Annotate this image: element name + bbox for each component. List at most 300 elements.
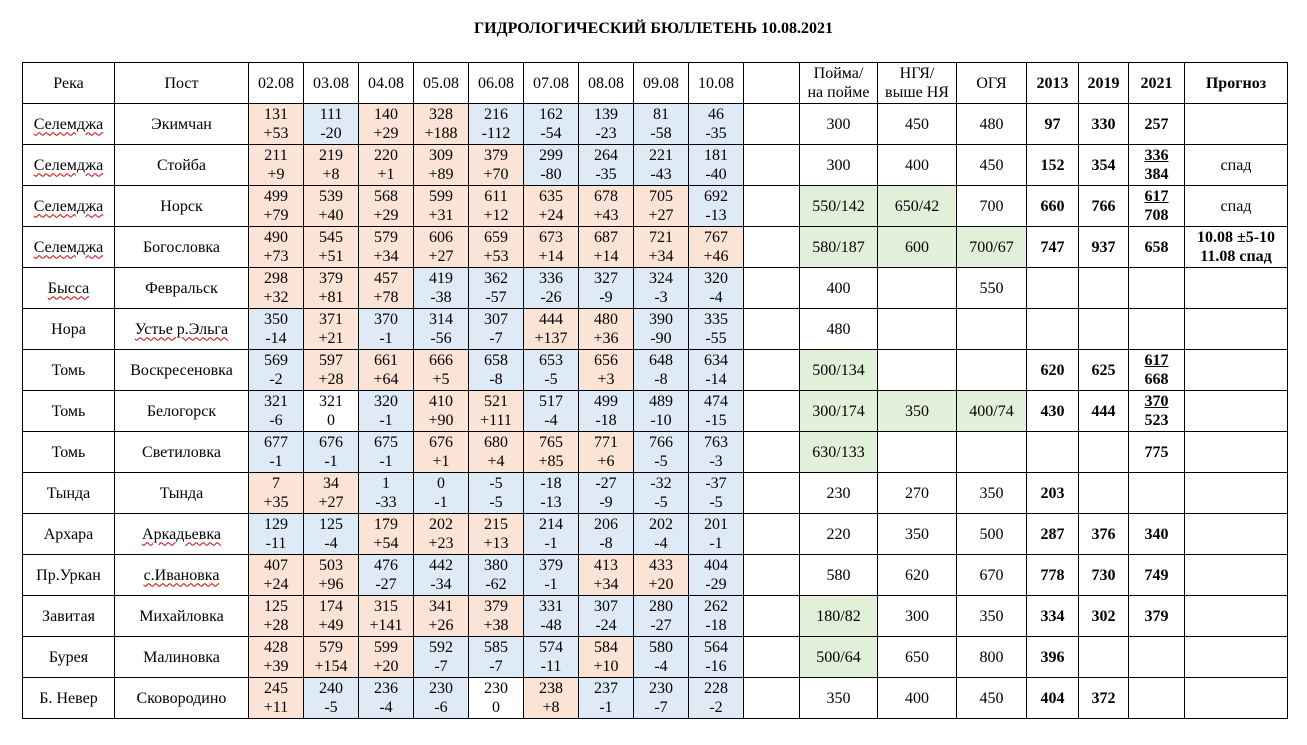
ngy-cell: 600 bbox=[878, 227, 957, 268]
level-cell bbox=[469, 596, 524, 637]
level-cell bbox=[359, 309, 414, 350]
level-change: -7 bbox=[489, 658, 503, 675]
level-value: 442 bbox=[429, 557, 453, 574]
table-row bbox=[23, 104, 1288, 145]
y2013-cell: 747 bbox=[1027, 227, 1079, 268]
y2019-cell: 302 bbox=[1079, 596, 1129, 637]
level-change: +14 bbox=[593, 248, 619, 265]
level-cell bbox=[579, 391, 634, 432]
level-cell bbox=[249, 145, 304, 186]
level-value: 705 bbox=[649, 188, 673, 205]
y2013-cell bbox=[1027, 432, 1079, 473]
level-change: +51 bbox=[318, 248, 344, 265]
level-value: 599 bbox=[429, 188, 453, 205]
post-cell bbox=[115, 309, 249, 350]
level-cell bbox=[469, 186, 524, 227]
level-change: +85 bbox=[538, 453, 564, 470]
post-cell bbox=[115, 268, 249, 309]
spacer-cell bbox=[744, 227, 800, 268]
level-value: 379 bbox=[319, 270, 343, 287]
level-change: -1 bbox=[379, 453, 393, 470]
header-post: Пост bbox=[115, 63, 249, 104]
y2019-cell: 372 bbox=[1079, 678, 1129, 719]
level-change: -6 bbox=[434, 699, 448, 716]
level-value: 315 bbox=[374, 598, 398, 615]
level-value: 362 bbox=[484, 270, 508, 287]
post-name: Февральск bbox=[145, 279, 218, 297]
forecast-cell bbox=[1185, 227, 1288, 268]
level-cell bbox=[524, 309, 579, 350]
forecast-line: 10.08 ±5-10 bbox=[1196, 229, 1276, 246]
level-cell bbox=[469, 432, 524, 473]
level-change: +21 bbox=[318, 330, 344, 347]
ogy-cell: 670 bbox=[957, 555, 1027, 596]
level-value: 476 bbox=[374, 557, 398, 574]
level-change: +27 bbox=[318, 494, 344, 511]
level-cell bbox=[249, 104, 304, 145]
level-cell bbox=[634, 637, 689, 678]
river-name: Бурея bbox=[48, 648, 89, 666]
river-cell bbox=[23, 145, 115, 186]
level-change: -2 bbox=[709, 699, 723, 716]
level-cell bbox=[469, 391, 524, 432]
y2019-cell bbox=[1079, 268, 1129, 309]
header-row bbox=[23, 63, 1288, 104]
y2013-cell bbox=[1027, 309, 1079, 350]
level-value: 767 bbox=[704, 229, 728, 246]
level-change: -38 bbox=[430, 289, 452, 306]
level-value: 410 bbox=[429, 393, 453, 410]
header-date: 02.08 bbox=[249, 63, 304, 104]
level-value: 656 bbox=[594, 352, 618, 369]
level-value: 489 bbox=[649, 393, 673, 410]
level-cell bbox=[304, 432, 359, 473]
level-cell bbox=[414, 637, 469, 678]
header-date: 08.08 bbox=[579, 63, 634, 104]
forecast-cell bbox=[1185, 350, 1288, 391]
level-cell bbox=[689, 104, 744, 145]
level-cell bbox=[249, 555, 304, 596]
level-cell bbox=[524, 678, 579, 719]
level-change: -48 bbox=[540, 617, 562, 634]
level-cell bbox=[524, 596, 579, 637]
level-value: 331 bbox=[539, 598, 563, 615]
post-name: Богословка bbox=[142, 238, 221, 256]
river-name: Селемджа bbox=[33, 156, 104, 174]
ogy-cell: 700/67 bbox=[957, 227, 1027, 268]
ogy-cell: 550 bbox=[957, 268, 1027, 309]
level-change: +24 bbox=[538, 207, 564, 224]
level-value: 517 bbox=[539, 393, 563, 410]
level-value: 503 bbox=[319, 557, 343, 574]
header-ngy bbox=[878, 63, 957, 104]
y2019-cell: 444 bbox=[1079, 391, 1129, 432]
level-cell bbox=[359, 391, 414, 432]
level-value: 321 bbox=[319, 393, 343, 410]
level-cell bbox=[249, 268, 304, 309]
level-cell bbox=[469, 350, 524, 391]
level-change: +79 bbox=[263, 207, 289, 224]
level-change: +31 bbox=[428, 207, 454, 224]
forecast-cell bbox=[1185, 637, 1288, 678]
level-cell bbox=[359, 145, 414, 186]
level-change: -4 bbox=[654, 535, 668, 552]
level-cell bbox=[304, 637, 359, 678]
river-cell bbox=[23, 514, 115, 555]
post-name: Воскресеновка bbox=[130, 361, 233, 379]
table-body bbox=[23, 104, 1288, 719]
level-cell bbox=[304, 145, 359, 186]
y2021-value: 775 bbox=[1144, 443, 1169, 461]
level-value: 379 bbox=[484, 598, 508, 615]
level-change: +20 bbox=[648, 576, 674, 593]
level-change: -90 bbox=[650, 330, 672, 347]
post-name: Тында bbox=[159, 484, 204, 502]
level-change: +38 bbox=[483, 617, 509, 634]
level-change: -7 bbox=[654, 699, 668, 716]
ngy-cell: 400 bbox=[878, 145, 957, 186]
flood-cell: 300/174 bbox=[800, 391, 878, 432]
level-change: +78 bbox=[373, 289, 399, 306]
level-change: -3 bbox=[709, 453, 723, 470]
river-cell bbox=[23, 227, 115, 268]
level-change: -27 bbox=[650, 617, 672, 634]
level-cell bbox=[359, 104, 414, 145]
level-value: 335 bbox=[704, 311, 728, 328]
forecast-cell bbox=[1185, 391, 1288, 432]
level-cell bbox=[634, 473, 689, 514]
level-change: +53 bbox=[263, 125, 289, 142]
y2021-cell bbox=[1129, 350, 1185, 391]
river-name: Селемджа bbox=[33, 115, 104, 133]
level-value: 162 bbox=[539, 106, 563, 123]
y2021-cell bbox=[1129, 268, 1185, 309]
level-change: -1 bbox=[709, 535, 723, 552]
level-change: +73 bbox=[263, 248, 289, 265]
level-cell bbox=[414, 555, 469, 596]
level-value: 585 bbox=[484, 639, 508, 656]
river-cell bbox=[23, 104, 115, 145]
level-change: -7 bbox=[489, 330, 503, 347]
forecast-line: спад bbox=[1220, 197, 1252, 215]
level-value: 307 bbox=[484, 311, 508, 328]
level-value: 321 bbox=[264, 393, 288, 410]
level-cell bbox=[414, 473, 469, 514]
level-cell bbox=[634, 268, 689, 309]
level-change: +34 bbox=[593, 576, 619, 593]
level-change: +27 bbox=[428, 248, 454, 265]
table-row bbox=[23, 186, 1288, 227]
level-change: +29 bbox=[373, 125, 399, 142]
spacer-cell bbox=[744, 678, 800, 719]
level-cell bbox=[579, 432, 634, 473]
level-change: -18 bbox=[705, 617, 727, 634]
level-value: 763 bbox=[704, 434, 728, 451]
level-change: -5 bbox=[654, 494, 668, 511]
level-cell bbox=[414, 391, 469, 432]
level-change: +23 bbox=[428, 535, 454, 552]
header-date: 09.08 bbox=[634, 63, 689, 104]
spacer-cell bbox=[744, 391, 800, 432]
flood-cell: 350 bbox=[800, 678, 878, 719]
header-date: 03.08 bbox=[304, 63, 359, 104]
level-value: 765 bbox=[539, 434, 563, 451]
level-change: +43 bbox=[593, 207, 619, 224]
level-cell bbox=[469, 145, 524, 186]
level-value: 7 bbox=[272, 475, 280, 492]
y2021-cell bbox=[1129, 227, 1185, 268]
level-cell bbox=[414, 678, 469, 719]
level-value: 592 bbox=[429, 639, 453, 656]
level-value: 599 bbox=[374, 639, 398, 656]
forecast-cell bbox=[1185, 309, 1288, 350]
level-cell bbox=[579, 473, 634, 514]
spacer-cell bbox=[744, 309, 800, 350]
level-value: 280 bbox=[649, 598, 673, 615]
level-cell bbox=[634, 514, 689, 555]
level-cell bbox=[579, 596, 634, 637]
level-cell bbox=[249, 637, 304, 678]
forecast-cell bbox=[1185, 104, 1288, 145]
level-value: -27 bbox=[595, 475, 617, 492]
level-change: -1 bbox=[544, 576, 558, 593]
level-value: 139 bbox=[594, 106, 618, 123]
level-value: 606 bbox=[429, 229, 453, 246]
spacer-cell bbox=[744, 514, 800, 555]
y2013-cell: 287 bbox=[1027, 514, 1079, 555]
post-cell bbox=[115, 104, 249, 145]
y2013-cell: 334 bbox=[1027, 596, 1079, 637]
ngy-cell: 620 bbox=[878, 555, 957, 596]
level-value: 568 bbox=[374, 188, 398, 205]
level-change: +39 bbox=[263, 658, 289, 675]
forecast-cell bbox=[1185, 596, 1288, 637]
ngy-cell: 650/42 bbox=[878, 186, 957, 227]
header-date: 07.08 bbox=[524, 63, 579, 104]
level-value: 457 bbox=[374, 270, 398, 287]
level-cell bbox=[689, 186, 744, 227]
y2021-cell bbox=[1129, 309, 1185, 350]
level-value: 379 bbox=[539, 557, 563, 574]
level-cell bbox=[579, 309, 634, 350]
level-change: +12 bbox=[483, 207, 509, 224]
level-change: -33 bbox=[375, 494, 397, 511]
river-cell bbox=[23, 186, 115, 227]
y2021-cell bbox=[1129, 678, 1185, 719]
post-cell bbox=[115, 186, 249, 227]
post-name: Белогорск bbox=[146, 402, 217, 420]
level-value: 433 bbox=[649, 557, 673, 574]
level-change: -56 bbox=[430, 330, 452, 347]
level-cell bbox=[689, 309, 744, 350]
level-cell bbox=[579, 555, 634, 596]
y2021-value: 617 bbox=[1144, 352, 1169, 369]
level-cell bbox=[579, 514, 634, 555]
level-change: +6 bbox=[597, 453, 615, 470]
post-cell bbox=[115, 350, 249, 391]
level-cell bbox=[304, 227, 359, 268]
level-value: 341 bbox=[429, 598, 453, 615]
level-value: 580 bbox=[649, 639, 673, 656]
level-value: 230 bbox=[484, 680, 508, 697]
header-year-2019: 2019 bbox=[1079, 63, 1129, 104]
level-cell bbox=[689, 473, 744, 514]
level-cell bbox=[304, 350, 359, 391]
ngy-cell bbox=[878, 309, 957, 350]
level-cell bbox=[414, 514, 469, 555]
ogy-cell bbox=[957, 432, 1027, 473]
header-date: 04.08 bbox=[359, 63, 414, 104]
ngy-cell bbox=[878, 432, 957, 473]
post-cell bbox=[115, 514, 249, 555]
level-value: -5 bbox=[489, 475, 503, 492]
level-value: 298 bbox=[264, 270, 288, 287]
level-change: +29 bbox=[373, 207, 399, 224]
level-cell bbox=[634, 227, 689, 268]
level-cell bbox=[634, 350, 689, 391]
ngy-cell: 650 bbox=[878, 637, 957, 678]
level-value: 676 bbox=[319, 434, 343, 451]
level-change: +96 bbox=[318, 576, 344, 593]
level-value: 211 bbox=[264, 147, 288, 164]
y2013-cell: 620 bbox=[1027, 350, 1079, 391]
level-cell bbox=[249, 432, 304, 473]
level-value: 81 bbox=[653, 106, 669, 123]
level-cell bbox=[524, 473, 579, 514]
level-cell bbox=[469, 227, 524, 268]
y2019-cell: 730 bbox=[1079, 555, 1129, 596]
y2019-cell: 937 bbox=[1079, 227, 1129, 268]
spacer-cell bbox=[744, 186, 800, 227]
level-value: 202 bbox=[429, 516, 453, 533]
level-cell bbox=[249, 186, 304, 227]
level-value: 245 bbox=[264, 680, 288, 697]
y2013-cell bbox=[1027, 268, 1079, 309]
table-row bbox=[23, 555, 1288, 596]
river-cell bbox=[23, 432, 115, 473]
level-change: +90 bbox=[428, 412, 454, 429]
level-value: 648 bbox=[649, 352, 673, 369]
post-name: Устье р.Эльга bbox=[134, 320, 229, 338]
level-cell bbox=[524, 637, 579, 678]
level-cell bbox=[359, 432, 414, 473]
level-change: -5 bbox=[489, 494, 503, 511]
level-cell bbox=[304, 514, 359, 555]
header-empty bbox=[744, 63, 800, 104]
y2021-cell bbox=[1129, 104, 1185, 145]
level-change: +188 bbox=[424, 125, 458, 142]
level-change: -8 bbox=[599, 535, 613, 552]
level-value: -32 bbox=[650, 475, 672, 492]
level-change: +8 bbox=[322, 166, 340, 183]
y2019-cell bbox=[1079, 473, 1129, 514]
forecast-line: 11.08 спад bbox=[1200, 248, 1272, 265]
river-name: Архара bbox=[43, 525, 94, 543]
level-value: 111 bbox=[319, 106, 343, 123]
level-cell bbox=[304, 473, 359, 514]
y2021-cell bbox=[1129, 186, 1185, 227]
level-cell bbox=[304, 268, 359, 309]
level-cell bbox=[359, 268, 414, 309]
spacer-cell bbox=[744, 145, 800, 186]
level-value: 125 bbox=[264, 598, 288, 615]
flood-cell: 580/187 bbox=[800, 227, 878, 268]
level-value: 214 bbox=[539, 516, 563, 533]
y2021-cell bbox=[1129, 145, 1185, 186]
level-cell bbox=[524, 227, 579, 268]
level-value: 490 bbox=[264, 229, 288, 246]
level-value: 597 bbox=[319, 352, 343, 369]
y2019-cell: 766 bbox=[1079, 186, 1129, 227]
level-cell bbox=[359, 473, 414, 514]
river-name: Бысса bbox=[47, 279, 90, 297]
level-change: +141 bbox=[369, 617, 403, 634]
level-cell bbox=[524, 186, 579, 227]
level-change: -11 bbox=[265, 535, 287, 552]
post-cell bbox=[115, 227, 249, 268]
header-date: 05.08 bbox=[414, 63, 469, 104]
level-cell bbox=[579, 268, 634, 309]
level-change: +70 bbox=[483, 166, 509, 183]
level-cell bbox=[414, 104, 469, 145]
level-change: +3 bbox=[597, 371, 615, 388]
y2021-value: 340 bbox=[1144, 525, 1169, 543]
level-change: +9 bbox=[267, 166, 285, 183]
y2013-cell: 396 bbox=[1027, 637, 1079, 678]
level-cell bbox=[469, 473, 524, 514]
level-value: 336 bbox=[539, 270, 563, 287]
level-cell bbox=[359, 227, 414, 268]
table-row bbox=[23, 268, 1288, 309]
level-cell bbox=[524, 432, 579, 473]
level-value: 444 bbox=[539, 311, 563, 328]
level-cell bbox=[689, 555, 744, 596]
y2013-cell: 660 bbox=[1027, 186, 1079, 227]
post-cell bbox=[115, 145, 249, 186]
level-change: -7 bbox=[434, 658, 448, 675]
river-name: Томь bbox=[51, 443, 86, 461]
level-cell bbox=[524, 104, 579, 145]
document-title: ГИДРОЛОГИЧЕСКИЙ БЮЛЛЕТЕНЬ 10.08.2021 bbox=[473, 20, 834, 37]
ngy-cell: 400 bbox=[878, 678, 957, 719]
flood-cell: 400 bbox=[800, 268, 878, 309]
level-cell bbox=[579, 145, 634, 186]
post-name: Стойба bbox=[156, 156, 207, 174]
level-value: 692 bbox=[704, 188, 728, 205]
level-cell bbox=[359, 555, 414, 596]
ogy-cell: 450 bbox=[957, 145, 1027, 186]
forecast-cell bbox=[1185, 555, 1288, 596]
level-change: +137 bbox=[534, 330, 568, 347]
level-cell bbox=[689, 227, 744, 268]
level-value: 673 bbox=[539, 229, 563, 246]
spacer-cell bbox=[744, 104, 800, 145]
post-name: Малиновка bbox=[143, 648, 220, 666]
level-change: -14 bbox=[705, 371, 727, 388]
level-change: +154 bbox=[314, 658, 348, 675]
level-cell bbox=[304, 596, 359, 637]
forecast-cell bbox=[1185, 432, 1288, 473]
level-cell bbox=[634, 391, 689, 432]
level-cell bbox=[634, 145, 689, 186]
level-cell bbox=[689, 678, 744, 719]
level-cell bbox=[414, 186, 469, 227]
level-cell bbox=[414, 596, 469, 637]
level-value: 46 bbox=[708, 106, 724, 123]
level-value: 240 bbox=[319, 680, 343, 697]
level-value: 328 bbox=[429, 106, 453, 123]
level-value: 390 bbox=[649, 311, 673, 328]
